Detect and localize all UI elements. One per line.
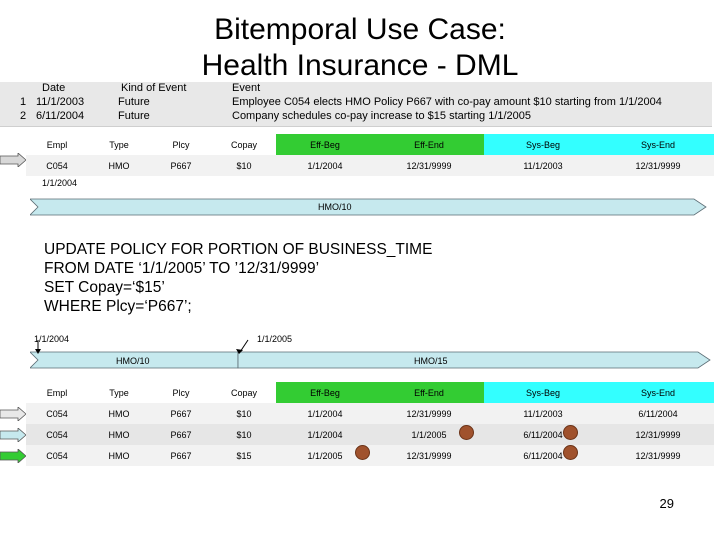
sql-update-statement: UPDATE POLICY FOR PORTION OF BUSINESS_TIME FROM DATE ‘1/1/2005’ TO ’12/31/9999’ SET Copay=‘$15’ WHERE Plcy=‘P667’; — [44, 241, 433, 315]
cell-eff-end: 1/1/2005 — [374, 424, 484, 445]
changed-value-marker-icon — [459, 425, 474, 440]
slide-title — [0, 12, 720, 84]
table-row — [26, 445, 714, 466]
cell-copay: $10 — [212, 403, 276, 424]
event-row-text: Company schedules co-pay increase to $15 starting 1/1/2005 — [232, 110, 532, 122]
col-header-eff-beg: Eff-Beg — [276, 134, 374, 155]
title-line-1: Bitemporal Use Case: — [214, 13, 506, 46]
cell-type: HMO — [88, 155, 150, 176]
col-header-eff-beg: Eff-Beg — [276, 382, 374, 403]
timeline2-start-label: 1/1/2004 — [34, 334, 70, 344]
cell-type: HMO — [88, 445, 150, 466]
timeline1-bar-label: HMO/10 — [318, 202, 352, 212]
page-number: 29 — [659, 496, 674, 511]
events-panel — [0, 82, 712, 127]
title-line-2: Health Insurance - DML — [201, 49, 519, 82]
policy-table-before — [26, 134, 714, 176]
table-row — [26, 155, 714, 176]
event-row-kind: Future — [118, 110, 150, 122]
timeline2-bar1-label: HMO/10 — [116, 356, 150, 366]
table-row — [26, 424, 714, 445]
event-row-date: 11/1/2003 — [36, 96, 85, 108]
event-row-num: 2 — [20, 110, 27, 122]
cell-eff-beg: 1/1/2005 — [276, 445, 374, 466]
cell-sys-beg: 11/1/2003 — [484, 155, 602, 176]
col-header-eff-end: Eff-End — [374, 382, 484, 403]
col-header-empl: Empl — [26, 134, 88, 155]
col-header-type: Type — [88, 382, 150, 403]
changed-value-marker-icon — [563, 425, 578, 440]
event-row-date: 6/11/2004 — [36, 110, 85, 122]
cell-type: HMO — [88, 403, 150, 424]
cell-eff-end: 12/31/9999 — [374, 403, 484, 424]
row-pointer-arrow-icon — [0, 428, 26, 442]
col-header-sys-beg: Sys-Beg — [484, 134, 602, 155]
cell-type: HMO — [88, 424, 150, 445]
cell-sys-beg: 6/11/2004 — [484, 424, 602, 445]
cell-plcy: P667 — [150, 403, 212, 424]
table-header-row — [26, 382, 714, 403]
cell-eff-beg: 1/1/2004 — [276, 424, 374, 445]
col-header-sys-end: Sys-End — [602, 382, 714, 403]
col-header-plcy: Plcy — [150, 134, 212, 155]
table-header-row — [26, 134, 714, 155]
events-event-header: Event — [232, 82, 261, 94]
cell-sys-end: 12/31/9999 — [602, 445, 714, 466]
event-row-num: 1 — [20, 96, 27, 108]
changed-value-marker-icon — [355, 445, 370, 460]
cell-eff-beg: 1/1/2004 — [276, 403, 374, 424]
col-header-sys-end: Sys-End — [602, 134, 714, 155]
cell-copay: $15 — [212, 445, 276, 466]
cell-plcy: P667 — [150, 424, 212, 445]
timeline1-bar — [30, 190, 710, 220]
timeline2-bar2-label: HMO/15 — [414, 356, 448, 366]
col-header-copay: Copay — [212, 382, 276, 403]
cell-sys-end: 6/11/2004 — [602, 403, 714, 424]
col-header-empl: Empl — [26, 382, 88, 403]
cell-sys-beg: 11/1/2003 — [484, 403, 602, 424]
cell-eff-end: 12/31/9999 — [374, 445, 484, 466]
row-pointer-arrow-icon — [0, 153, 26, 167]
col-header-eff-end: Eff-End — [374, 134, 484, 155]
timeline1-start-label: 1/1/2004 — [42, 178, 78, 188]
cell-eff-beg: 1/1/2004 — [276, 155, 374, 176]
table-row — [26, 403, 714, 424]
cell-empl: C054 — [26, 424, 88, 445]
changed-value-marker-icon — [563, 445, 578, 460]
event-row-kind: Future — [118, 96, 150, 108]
cell-sys-end: 12/31/9999 — [602, 155, 714, 176]
col-header-sys-beg: Sys-Beg — [484, 382, 602, 403]
cell-empl: C054 — [26, 403, 88, 424]
events-date-header: Date — [42, 82, 66, 94]
cell-plcy: P667 — [150, 445, 212, 466]
cell-plcy: P667 — [150, 155, 212, 176]
row-pointer-arrow-icon — [0, 449, 26, 463]
col-header-copay: Copay — [212, 134, 276, 155]
event-row-text: Employee C054 elects HMO Policy P667 with co-pay amount $10 starting from 1/1/2004 — [232, 96, 662, 108]
cell-copay: $10 — [212, 424, 276, 445]
cell-copay: $10 — [212, 155, 276, 176]
cell-eff-end: 12/31/9999 — [374, 155, 484, 176]
cell-empl: C054 — [26, 445, 88, 466]
cell-empl: C054 — [26, 155, 88, 176]
row-pointer-arrow-icon — [0, 407, 26, 421]
events-kind-header: Kind of Event — [121, 82, 187, 94]
policy-table-after — [26, 382, 714, 466]
col-header-type: Type — [88, 134, 150, 155]
cell-sys-beg: 6/11/2004 — [484, 445, 602, 466]
col-header-plcy: Plcy — [150, 382, 212, 403]
timeline2-change-label: 1/1/2005 — [257, 334, 293, 344]
cell-sys-end: 12/31/9999 — [602, 424, 714, 445]
